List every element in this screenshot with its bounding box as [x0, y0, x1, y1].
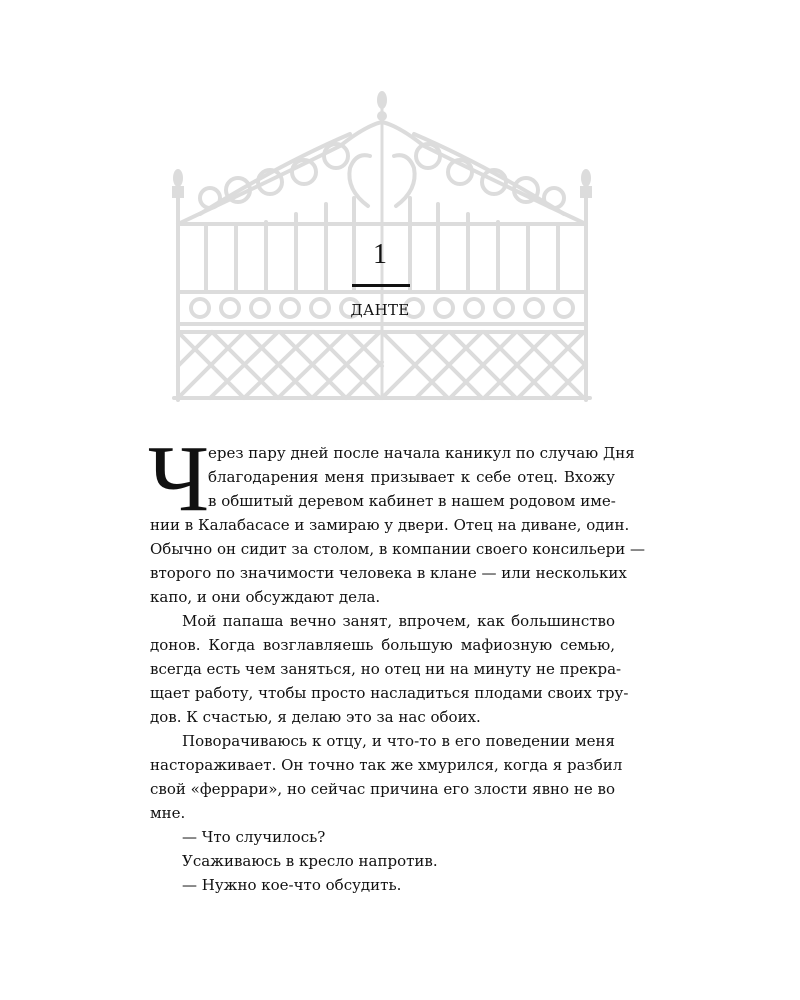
text-line: Усаживаюсь в кресло напротив.	[182, 852, 438, 870]
text-line: Обычно он сидит за столом, в компании своего консильери —	[150, 540, 645, 558]
text-line: донов. Когда возглавляешь большую мафиозную семью,	[150, 636, 615, 654]
text-line: ерез пару дней после начала каникул по случаю Дня	[208, 444, 635, 462]
text-line: благодарения меня призывает к себе отец. Вхожу	[208, 468, 615, 486]
drop-cap: Ч	[148, 427, 210, 531]
text-line: нии в Калабасасе и замираю у двери. Отец на диване, один.	[150, 516, 630, 534]
text-line: второго по значимости человека в клане — или нескольких	[150, 564, 627, 582]
chapter-title: ДАНТЕ	[350, 301, 410, 319]
text-line: щает работу, чтобы просто насладиться плодами своих тру-	[150, 684, 629, 702]
text-line: мне.	[150, 804, 186, 822]
text-line: капо, и они обсуждают дела.	[150, 588, 381, 606]
chapter-number: 1	[373, 239, 387, 270]
text-line: всегда есть чем заняться, но отец ни на минуту не прекра-	[150, 660, 622, 678]
text-line: настораживает. Он точно так же хмурился, когда я разбил	[150, 756, 623, 774]
dialogue-line: — Что случилось?	[182, 828, 326, 846]
text-line: дов. К счастью, я делаю это за нас обоих.	[150, 708, 481, 726]
text-line: в обшитый деревом кабинет в нашем родовом име-	[208, 492, 616, 510]
dialogue-line: — Нужно кое-что обсудить.	[182, 876, 402, 894]
text-line: Мой папаша вечно занят, впрочем, как большинство	[182, 612, 615, 630]
text-line: Поворачиваюсь к отцу, и что-то в его поведении меня	[182, 732, 615, 750]
text-line: свой «феррари», но сейчас причина его злости явно не во	[150, 780, 615, 798]
